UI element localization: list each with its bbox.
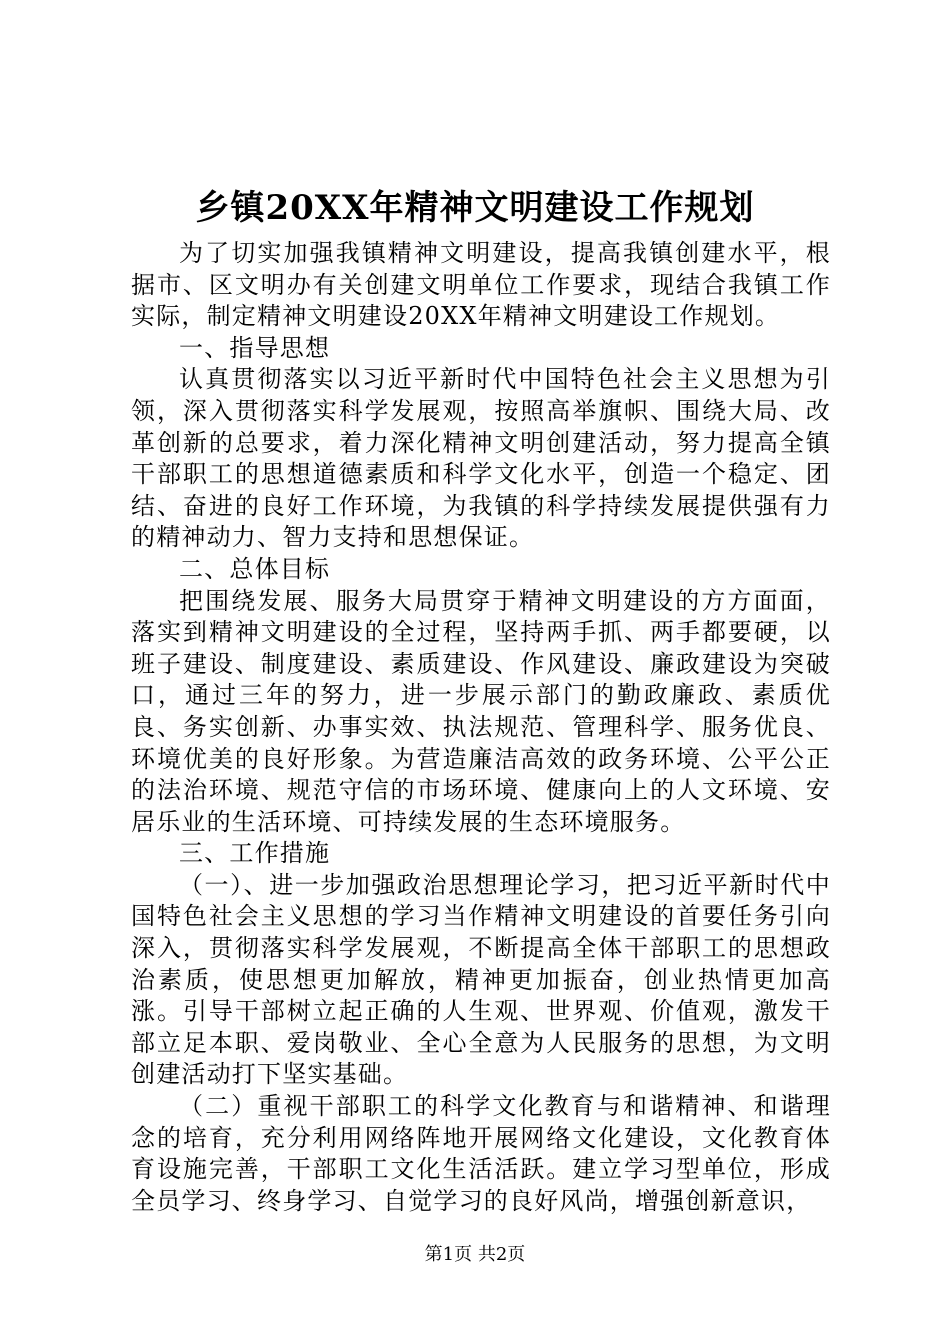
document-title: 乡镇20XX年精神文明建设工作规划 (195, 188, 755, 228)
intro-paragraph: 为了切实加强我镇精神文明建设，提高我镇创建水平，根据市、区文明办有关创建文明单位工作要求，现结合我镇工作实际，制定精神文明建设20XX年精神文明建设工作规划。 (131, 239, 831, 331)
overall-goal-paragraph: 把围绕发展、服务大局贯穿于精神文明建设的方方面面，落实到精神文明建设的全过程，坚持两手抓、两手都要硬，以班子建设、制度建设、素质建设、作风建设、廉政建设为突破口，通过三年的努力，进一步展示部门的勤政廉政、素质优良、务实创新、办事实效、执法规范、管理科学、服务优良、环境优美的良好形象。为营造廉洁高效的政务环境、公平公正的法治环境、规范守信的市场环境、健康向上的人文环境、安居乐业的生活环境、可持续发展的生态环境服务。 (131, 586, 831, 836)
guiding-ideology-paragraph: 认真贯彻落实以习近平新时代中国特色社会主义思想为引领，深入贯彻落实科学发展观，按照高举旗帜、围绕大局、改革创新的总要求，着力深化精神文明创建活动，努力提高全镇干部职工的思想道德素质和科学文化水平，创造一个稳定、团结、奋进的良好工作环境，为我镇的科学持续发展提供强有力的精神动力、智力支持和思想保证。 (131, 365, 831, 552)
section-heading-overall-goal: 二、总体目标 (179, 554, 331, 583)
page-footer: 第1页 共2页 (424, 1244, 526, 1265)
work-measure-item-2: （二）重视干部职工的科学文化教育与和谐精神、和谐理念的培育，充分利用网络阵地开展网络文化建设，文化教育体育设施完善，干部职工文化生活活跃。建立学习型单位，形成全员学习、终身学习、自觉学习的良好风尚，增强创新意识， (131, 1092, 831, 1215)
section-heading-work-measures: 三、工作措施 (179, 839, 331, 868)
section-heading-guiding-ideology: 一、指导思想 (179, 333, 331, 362)
document-body (131, 238, 831, 1217)
work-measure-item-1: （一）、进一步加强政治思想理论学习，把习近平新时代中国特色社会主义思想的学习当作精神文明建设的首要任务引向深入，贯彻落实科学发展观，不断提高全体干部职工的思想政治素质，使思想更加解放，精神更加振奋，创业热情更加高涨。引导干部树立起正确的人生观、世界观、价值观，激发干部立足本职、爱岗敬业、全心全意为人民服务的思想，为文明创建活动打下坚实基础。 (131, 870, 831, 1089)
